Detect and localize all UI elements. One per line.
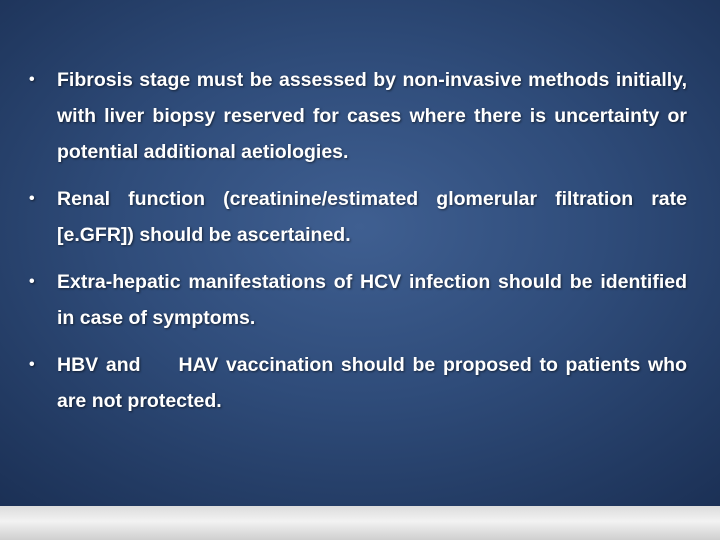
bullet-marker: • bbox=[29, 71, 35, 88]
bullet-marker: • bbox=[29, 273, 35, 290]
footer-bar bbox=[0, 506, 720, 540]
bullet-text: Renal function (creatinine/estimated glomerular filtration rate [e.GFR]) should be ascertained. bbox=[57, 188, 687, 246]
bullet-text-part-b: HAV vaccination should be proposed to patients who are not protected. bbox=[57, 354, 687, 412]
bullet-marker: • bbox=[29, 356, 35, 373]
bullet-text: Fibrosis stage must be assessed by non-invasive methods initially, with liver biopsy reserved for cases where there is uncertainty or potential additional aetiologies. bbox=[57, 69, 687, 163]
bullet-list bbox=[29, 62, 687, 419]
bullet-marker: • bbox=[29, 190, 35, 207]
bullet-item bbox=[29, 347, 687, 419]
bullet-item bbox=[29, 62, 687, 170]
bullet-item bbox=[29, 264, 687, 336]
bullet-text: Extra-hepatic manifestations of HCV infection should be identified in case of symptoms. bbox=[57, 271, 687, 329]
bullet-text-part-a: HBV and bbox=[57, 354, 141, 376]
bullet-item bbox=[29, 181, 687, 253]
